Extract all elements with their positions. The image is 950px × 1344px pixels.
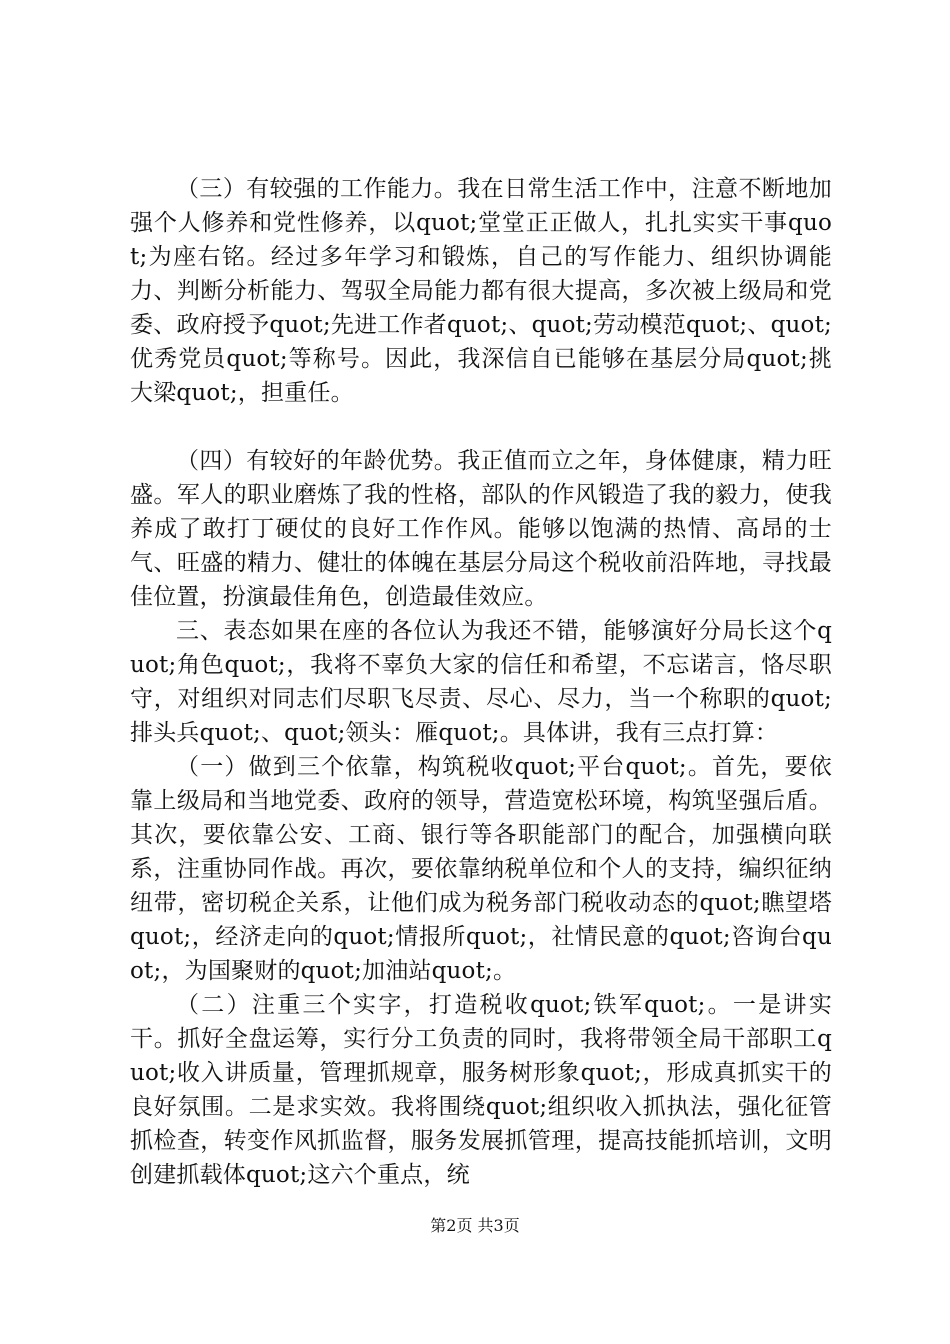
page-footer: 第2页 共3页 (430, 1216, 520, 1235)
paragraph-three-reliances: （一）做到三个依靠，构筑税收quot;平台quot;。首先，要依靠上级局和当地党委、政府的领导，营造宽松环境，构筑坚强后盾。其次，要依靠公安、工商、银行等各职能部门的配合，加强横向联系，注重协同作战。再次，要依靠纳税单位和个人的支持，编织征纳纽带，密切税企关系，让他们成为税务部门税收动态的quot;瞧望塔quot;，经济走向的quot;情报所quot;，社情民意的quot;咨询台quot;，为国聚财的quot;加油站quot;。 (130, 754, 832, 984)
paragraph-work-ability: （三）有较强的工作能力。我在日常生活工作中，注意不断地加强个人修养和党性修养，以quot;堂堂正正做人，扎扎实实干事quot;为座右铭。经过多年学习和锻炼，自己的写作能力、组织协调能力、判断分析能力、驾驭全局能力都有很大提高，多次被上级局和党委、政府授予quot;先进工作者quot;、quot;劳动模范quot;、quot;优秀党员quot;等称号。因此，我深信自已能够在基层分局quot;挑大梁quot;，担重任。 (130, 176, 832, 406)
paragraph-three-practical: （二）注重三个实字，打造税收quot;铁军quot;。一是讲实干。抓好全盘运筹，实行分工负责的同时，我将带领全局干部职工quot;收入讲质量，管理抓规章，服务树形象quot;，形成真抓实干的良好氛围。二是求实效。我将围绕quot;组织收入抓执法，强化征管抓检查，转变作风抓监督，服务发展抓管理，提高技能抓培训，文明创建抓载体quot;这六个重点，统 (130, 992, 832, 1188)
paragraph-statement: 三、表态如果在座的各位认为我还不错，能够演好分局长这个quot;角色quot;，我将不辜负大家的信任和希望，不忘诺言，恪尽职守，对组织对同志们尽职飞尽责、尽心、尽力，当一个称职的quot;排头兵quot;、quot;领头：雁quot;。具体讲，我有三点打算： (130, 618, 832, 746)
paragraph-age-advantage: （四）有较好的年龄优势。我正值而立之年，身体健康，精力旺盛。军人的职业磨炼了我的性格，部队的作风锻造了我的毅力，使我养成了敢打丁硬仗的良好工作作风。能够以饱满的热情、高昂的士气、旺盛的精力、健壮的体魄在基层分局这个税收前沿阵地，寻找最佳位置，扮演最佳角色，创造最佳效应。 (130, 448, 832, 610)
document-body (130, 172, 832, 1192)
